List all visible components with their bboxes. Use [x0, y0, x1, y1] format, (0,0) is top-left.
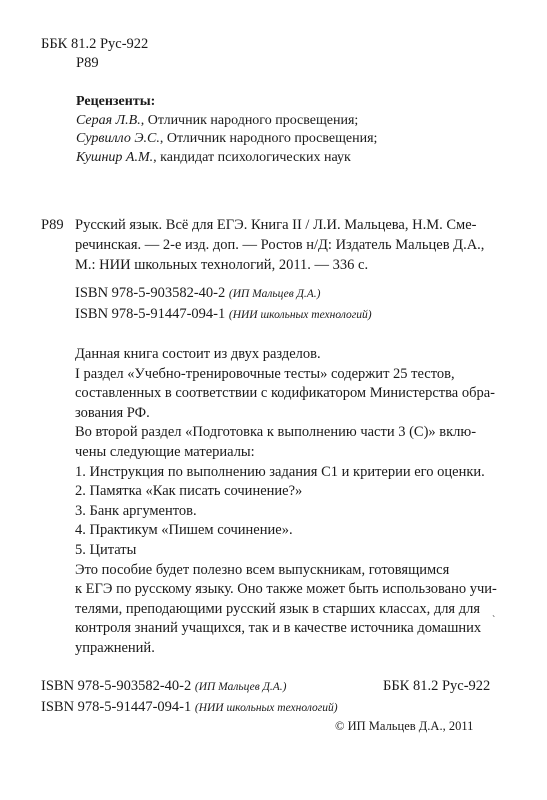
- isbn-publisher: (НИИ школьных технологий): [228, 309, 372, 321]
- annotation-list-item: 3. Банк аргументов.: [75, 502, 197, 519]
- reviewer-title: , кандидат психологических наук: [153, 149, 351, 165]
- description-line: М.: НИИ школьных технологий, 2011. — 336 с.: [75, 257, 369, 273]
- annotation-list-item: 2. Памятка «Как писать сочинение?»: [75, 483, 303, 500]
- reviewer-name: Серая Л.В.: [76, 112, 141, 128]
- reviewer-title: , Отличник народного просвещения;: [159, 131, 378, 146]
- annotation-line: контроля знаний учащихся, так и в качестве источника домашних: [75, 620, 482, 637]
- annotation-line: Данная книга состоит из двух разделов.: [75, 346, 321, 362]
- bbk-code-bottom: ББК 81.2 Рус-922: [383, 678, 491, 694]
- copyright-notice: © ИП Мальцев Д.А., 2011: [335, 719, 474, 733]
- reviewer-line: [76, 112, 516, 131]
- isbn-block-bottom: [41, 676, 338, 718]
- annotation-line: зования РФ.: [75, 404, 150, 421]
- reviewers-block: [76, 93, 516, 167]
- reviewer-name: Сурвилло Э.С.: [76, 131, 160, 146]
- stray-mark: `: [492, 615, 496, 626]
- isbn-publisher: (ИП Мальцев Д.А.): [194, 681, 287, 693]
- annotation-list-item: 5. Цитаты: [75, 541, 137, 558]
- author-mark-top: Р89: [76, 55, 99, 71]
- annotation-line: Во второй раздел «Подготовка к выполнению части 3 (С)» вклю-: [75, 424, 477, 441]
- annotation-line: упражнений.: [75, 639, 155, 656]
- annotation-list-item: 4. Практикум «Пишем сочинение».: [75, 522, 293, 539]
- reviewer-name: Кушнир А.М.: [76, 149, 154, 165]
- description-code: Р89: [41, 217, 64, 233]
- bibliographic-description: [75, 215, 515, 275]
- isbn-number: ISBN 978-5-903582-40-2: [75, 285, 226, 301]
- annotation-list-item: 1. Инструкция по выполнению задания С1 и критерии его оценки.: [75, 463, 485, 480]
- reviewer-title: , Отличник народного просвещения;: [140, 112, 359, 128]
- annotation-line: I раздел «Учебно-тренировочные тесты» содержит 25 тестов,: [75, 365, 455, 382]
- reviewers-heading: Рецензенты:: [76, 94, 156, 109]
- isbn-line: [41, 676, 338, 697]
- annotation-line: к ЕГЭ по русскому языку. Оно также может быть использовано учи-: [75, 581, 497, 598]
- isbn-line: [41, 697, 338, 718]
- isbn-number: ISBN 978-5-91447-094-1: [75, 306, 226, 322]
- isbn-number: ISBN 978-5-91447-094-1: [41, 699, 192, 715]
- annotation-line: составленных в соответствии с кодификатором Министерства обра-: [75, 385, 495, 402]
- isbn-publisher: (ИП Мальцев Д.А.): [228, 288, 321, 300]
- isbn-block-top: [75, 283, 372, 325]
- annotation-line: Это пособие будет полезно всем выпускникам, готовящимся: [75, 561, 450, 578]
- annotation-line: чены следующие материалы:: [75, 443, 255, 460]
- description-line: речинская. — 2-е изд. доп. — Ростов н/Д: Издатель Мальцев Д.А.,: [75, 237, 485, 253]
- bbk-code-top: ББК 81.2 Рус-922: [41, 36, 149, 52]
- reviewer-line: [76, 130, 516, 149]
- isbn-line: [75, 304, 372, 325]
- isbn-line: [75, 283, 372, 304]
- isbn-publisher: (НИИ школьных технологий): [194, 702, 338, 714]
- annotation-block: [75, 345, 515, 659]
- isbn-number: ISBN 978-5-903582-40-2: [41, 678, 192, 694]
- description-line: Русский язык. Всё для ЕГЭ. Книга II / Л.И. Мальцева, Н.М. Сме-: [75, 217, 477, 233]
- reviewer-line: [76, 149, 516, 168]
- annotation-line: телями, преподающими русский язык в старших классах, для для: [75, 600, 481, 617]
